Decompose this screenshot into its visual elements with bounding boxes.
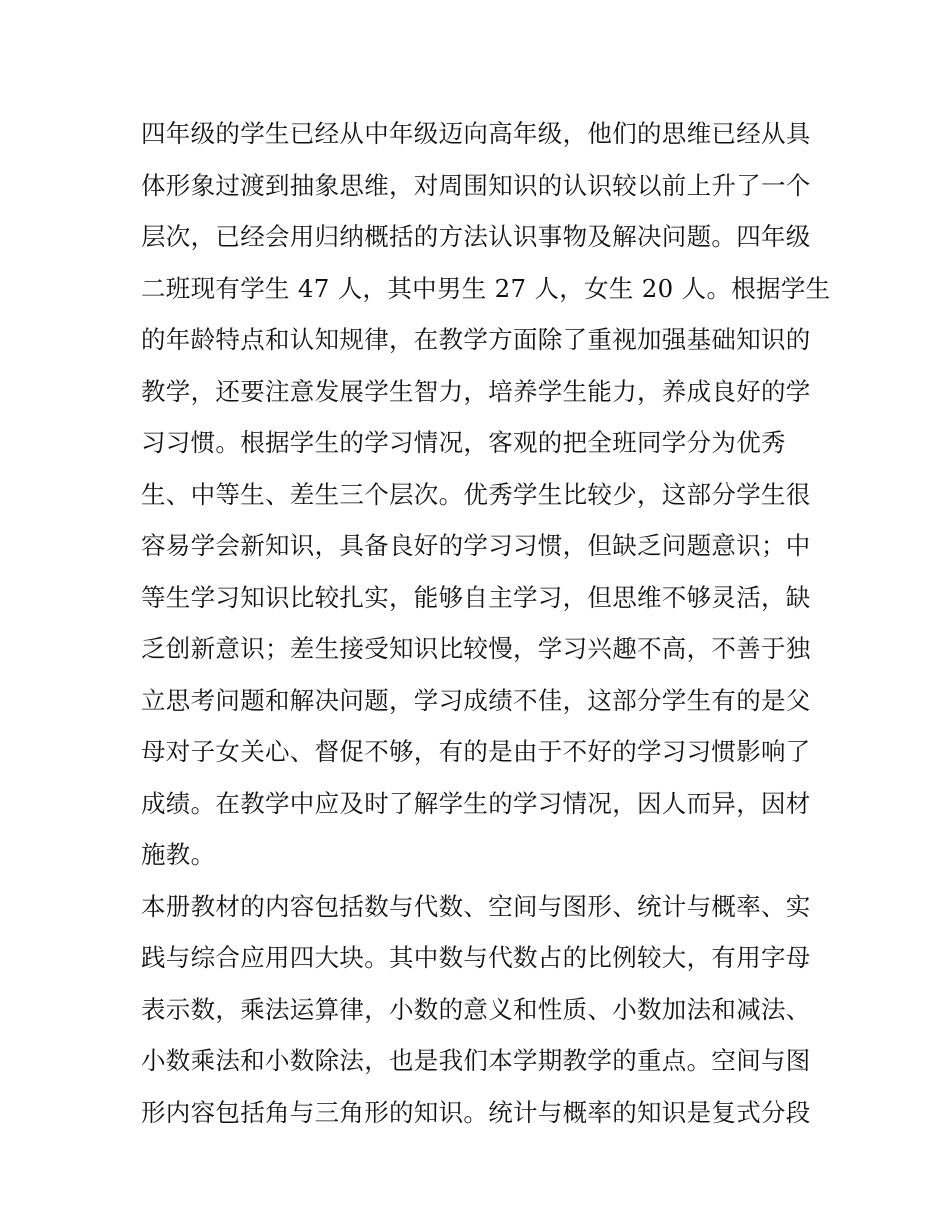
text-line: 表示数，乘法运算律，小数的意义和性质、小数加法和减法、 [141,994,811,1024]
text-line: 二班现有学生 47 人，其中男生 27 人，女生 20 人。根据学生 [141,273,831,303]
text-line: 施教。 [141,840,216,869]
text-line: 容易学会新知识，具备良好的学习习惯，但缺乏问题意识；中 [141,531,811,560]
text-line: 母对子女关心、督促不够，有的是由于不好的学习习惯影响了 [141,737,811,766]
text-line: 形内容包括角与三角形的知识。统计与概率的知识是复式分段 [141,1097,811,1127]
text-line: 践与综合应用四大块。其中数与代数占的比例较大，有用字母 [141,943,811,972]
text-line: 生、中等生、差生三个层次。优秀学生比较少，这部分学生很 [141,479,811,509]
text-line: 层次，已经会用归纳概括的方法认识事物及解决问题。四年级 [141,222,811,251]
text-line: 习习惯。根据学生的学习情况，客观的把全班同学分为优秀 [141,428,786,457]
text-line: 教学，还要注意发展学生智力，培养学生能力，养成良好的学 [141,376,811,406]
text-line: 乏创新意识；差生接受知识比较慢，学习兴趣不高，不善于独 [141,634,811,663]
text-line: 立思考问题和解决问题，学习成绩不佳，这部分学生有的是父 [141,685,811,715]
text-line: 本册教材的内容包括数与代数、空间与图形、统计与概率、实 [141,891,811,921]
text-line: 的年龄特点和认知规律，在教学方面除了重视加强基础知识的 [141,325,811,354]
body-text [141,108,831,1138]
text-line: 成绩。在教学中应及时了解学生的学习情况，因人而异，因材 [141,788,811,818]
text-line: 小数乘法和小数除法，也是我们本学期教学的重点。空间与图 [141,1046,811,1075]
text-line: 等生学习知识比较扎实，能够自主学习，但思维不够灵活，缺 [141,582,811,612]
text-line: 体形象过渡到抽象思维，对周围知识的认识较以前上升了一个 [141,170,811,200]
text-line: 四年级的学生已经从中年级迈向高年级，他们的思维已经从具 [141,119,811,148]
